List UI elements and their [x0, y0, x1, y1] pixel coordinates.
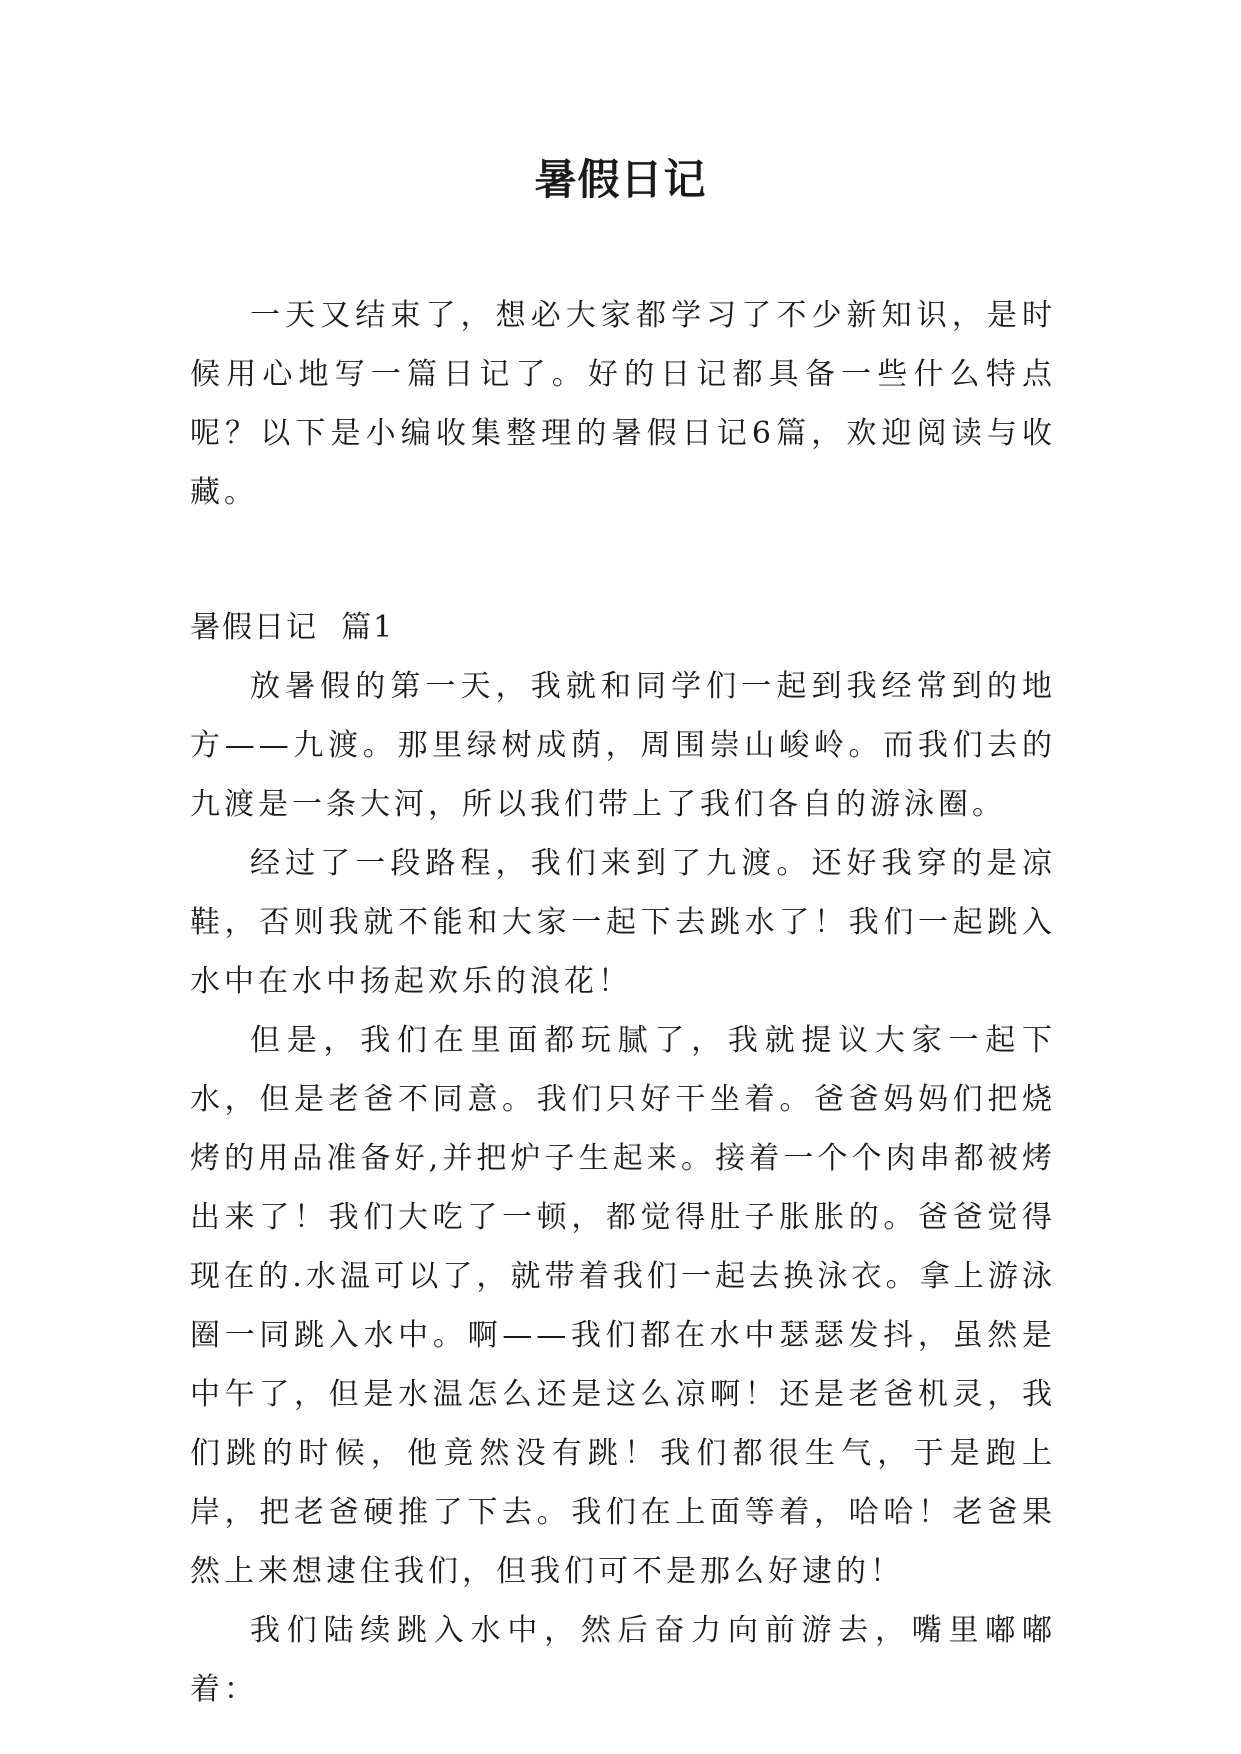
document-title: 暑假日记 — [534, 155, 707, 204]
body-paragraph-3: 但是，我们在里面都玩腻了，我就提议大家一起下水，但是老爸不同意。我们只好干坐着。爸爸妈妈们把烧烤的用品准备好,并把炉子生起来。接着一个个肉串都被烤出来了！我们大吃了一顿，都觉得肚子胀胀的。爸爸觉得现在的.水温可以了，就带着我们一起去换泳衣。拿上游泳圈一同跳入水中。啊——我们都在水中瑟瑟发抖，虽然是中午了，但是水温怎么还是这么凉啊！还是老爸机灵，我们跳的时候，他竟然没有跳！我们都很生气，于是跑上岸，把老爸硬推了下去。我们在上面等着，哈哈！老爸果然上来想逮住我们，但我们可不是那么好逮的！ — [190, 1023, 1056, 1589]
body-paragraph-2: 经过了一段路程，我们来到了九渡。还好我穿的是凉鞋，否则我就不能和大家一起下去跳水了！我们一起跳入水中在水中扬起欢乐的浪花！ — [190, 846, 1056, 999]
document-body — [190, 286, 1056, 1719]
body-paragraph-1: 放暑假的第一天，我就和同学们一起到我经常到的地方——九渡。那里绿树成荫，周围崇山峻岭。而我们去的九渡是一条大河，所以我们带上了我们各自的游泳圈。 — [190, 669, 1056, 822]
section-heading: 暑假日记 篇1 — [190, 610, 395, 645]
body-paragraph-4: 我们陆续跳入水中，然后奋力向前游去，嘴里嘟嘟着： — [190, 1613, 1056, 1707]
intro-paragraph: 一天又结束了，想必大家都学习了不少新知识，是时候用心地写一篇日记了。好的日记都具备一些什么特点呢？以下是小编收集整理的暑假日记6篇，欢迎阅读与收藏。 — [190, 298, 1056, 510]
